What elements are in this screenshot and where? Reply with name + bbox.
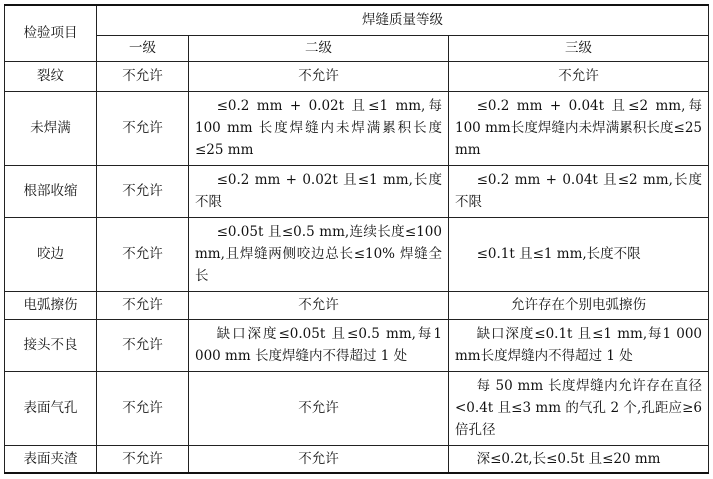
row-grade-3: ≤0.2 mm + 0.04t 且≤2 mm,每100 mm长度焊缝内未焊满累积长度≤25 mm bbox=[449, 91, 709, 165]
table-row bbox=[5, 371, 709, 445]
table-row bbox=[5, 91, 709, 165]
table-row bbox=[5, 61, 709, 91]
row-grade-3: 深≤0.2t,长≤0.5t 且≤20 mm bbox=[449, 445, 709, 473]
row-grade-2: 缺口深度≤0.05t 且≤0.5 mm,每1 000 mm 长度焊缝内不得超过 1 处 bbox=[189, 319, 449, 371]
row-grade-3: 每 50 mm 长度焊缝内允许存在直径<0.4t 且≤3 mm 的气孔 2 个,孔距应≥6 倍孔径 bbox=[449, 371, 709, 445]
table-row bbox=[5, 445, 709, 473]
row-item: 表面气孔 bbox=[5, 371, 97, 445]
row-grade-1: 不允许 bbox=[97, 61, 189, 91]
row-grade-3: 不允许 bbox=[449, 61, 709, 91]
row-item: 根部收缩 bbox=[5, 165, 97, 217]
row-grade-1: 不允许 bbox=[97, 445, 189, 473]
row-grade-1: 不允许 bbox=[97, 291, 189, 319]
row-grade-1: 不允许 bbox=[97, 165, 189, 217]
row-grade-1: 不允许 bbox=[97, 319, 189, 371]
row-item: 表面夹渣 bbox=[5, 445, 97, 473]
row-grade-1: 不允许 bbox=[97, 217, 189, 291]
header-row-2 bbox=[5, 35, 709, 61]
header-grade-2: 二级 bbox=[189, 35, 449, 61]
row-grade-3: 缺口深度≤0.1t 且≤1 mm,每1 000 mm长度焊缝内不得超过 1 处 bbox=[449, 319, 709, 371]
weld-quality-table-container bbox=[4, 4, 708, 474]
header-grade-3: 三级 bbox=[449, 35, 709, 61]
row-grade-1: 不允许 bbox=[97, 371, 189, 445]
row-item: 电弧擦伤 bbox=[5, 291, 97, 319]
table-row bbox=[5, 291, 709, 319]
weld-quality-table bbox=[4, 4, 709, 474]
header-item: 检验项目 bbox=[5, 5, 97, 61]
row-item: 接头不良 bbox=[5, 319, 97, 371]
row-grade-3: ≤0.2 mm + 0.04t 且≤2 mm,长度不限 bbox=[449, 165, 709, 217]
table-row bbox=[5, 217, 709, 291]
header-grade-1: 一级 bbox=[97, 35, 189, 61]
header-grade-group: 焊缝质量等级 bbox=[97, 5, 709, 35]
row-grade-3: 允许存在个别电弧擦伤 bbox=[449, 291, 709, 319]
row-grade-1: 不允许 bbox=[97, 91, 189, 165]
row-grade-2: ≤0.05t 且≤0.5 mm,连续长度≤100 mm,且焊缝两侧咬边总长≤10% 焊缝全长 bbox=[189, 217, 449, 291]
row-grade-2: ≤0.2 mm + 0.02t 且≤1 mm,长度不限 bbox=[189, 165, 449, 217]
table-row bbox=[5, 319, 709, 371]
row-item: 未焊满 bbox=[5, 91, 97, 165]
row-item: 裂纹 bbox=[5, 61, 97, 91]
row-grade-2: 不允许 bbox=[189, 61, 449, 91]
row-item: 咬边 bbox=[5, 217, 97, 291]
row-grade-2: 不允许 bbox=[189, 445, 449, 473]
row-grade-2: 不允许 bbox=[189, 371, 449, 445]
row-grade-2: 不允许 bbox=[189, 291, 449, 319]
row-grade-2: ≤0.2 mm + 0.02t 且≤1 mm,每100 mm 长度焊缝内未焊满累积长度≤25 mm bbox=[189, 91, 449, 165]
header-row-1 bbox=[5, 5, 709, 35]
table-row bbox=[5, 165, 709, 217]
row-grade-3: ≤0.1t 且≤1 mm,长度不限 bbox=[449, 217, 709, 291]
